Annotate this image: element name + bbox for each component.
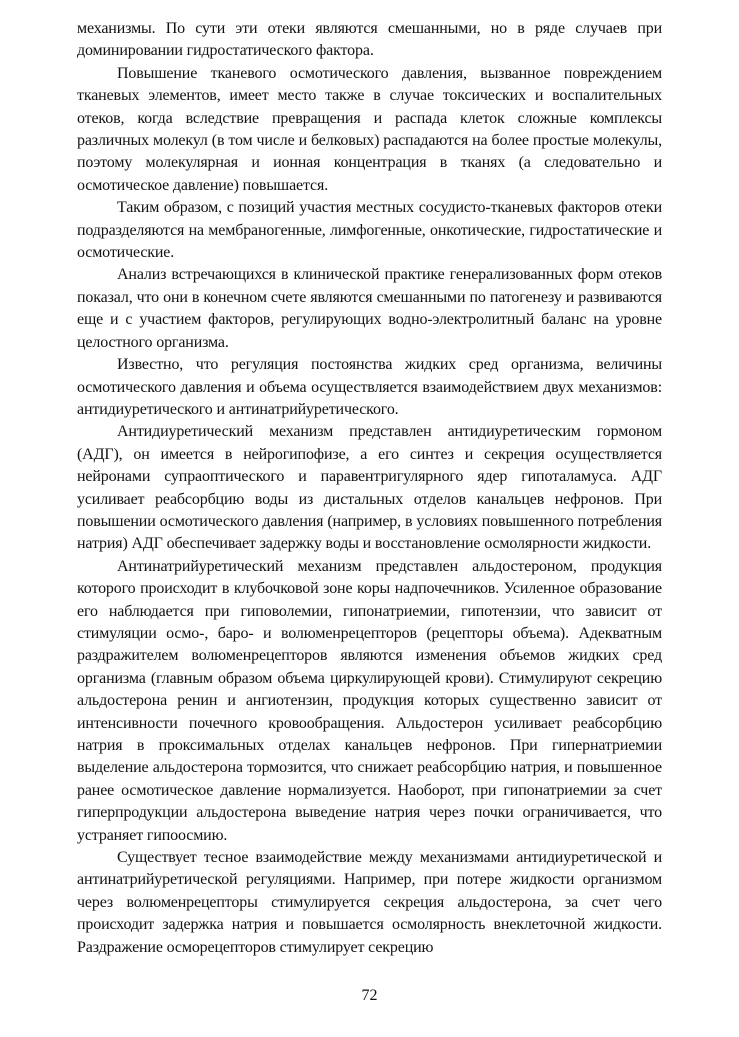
paragraph: Известно, что регуляция постоянства жидких сред организма, величины осмотического давления и объема осуществляется взаимодействием двух механизмов: антидиуретического и антинатрийуретического.	[77, 356, 662, 418]
paragraph: Антинатрийуретический механизм представлен альдостероном, продукция которого происходит в клубочковой зоне коры надпочечников. Усиленное образование его наблюдается при гиповолемии, гипонатриемии, гипотензии, что зависит от стимуляции осмо-, баро- и волюменрецепторов (рецепторы объема). Адекватным раздражителем волюменрецепторов являются изменения объемов жидких сред организма (главным образом объема циркулирующей крови). Стимулируют секрецию альдостерона ренин и ангиотензин, продукция которых существенно зависит от интенсивности почечного кровообращения. Альдостерон усиливает реабсорбцию натрия в проксимальных отделах канальцев нефронов. При гипернатриемии выделение альдостерона тормозится, что снижает реабсорбцию натрия, и повышенное ранее осмотическое давление нормализуется. Наоборот, при гипонатриемии за счет гиперпродукции альдостерона выведение натрия через почки ограничивается, что устраняет гипоосмию.	[77, 557, 662, 844]
paragraph: механизмы. По сути эти отеки являются смешанными, но в ряде случаев при доминировании гидростатического фактора.	[77, 20, 662, 60]
paragraph: Таким образом, с позиций участия местных сосудисто-тканевых факторов отеки подразделяются на мембраногенные, лимфогенные, онкотические, гидростатические и осмотические.	[77, 199, 662, 262]
page-number: 72	[361, 987, 378, 1004]
paragraph: Анализ встречающихся в клинической практике генерализованных форм отеков показал, что они в конечном счете являются смешанными по патогенезу и развиваются еще и с участием факторов, регулирующих водно-электролитный баланс на уровне целостного организма.	[77, 266, 662, 351]
page-body	[77, 18, 662, 959]
paragraph: Повышение тканевого осмотического давления, вызванное повреждением тканевых элементов, имеет место также в случае токсических и воспалительных отеков, когда вследствие превращения и распада клеток сложные комплексы различных молекул (в том числе и белковых) распадаются на более простые молекулы, поэтому молекулярная и ионная концентрация в тканях (а следовательно и осмотическое давление) повышается.	[77, 64, 662, 194]
paragraph: Существует тесное взаимодействие между механизмами антидиуретической и антинатрийуретической регуляциями. Например, при потере жидкости организмом через волюменрецепторы стимулируется секреция альдостерона, за счет чего происходит задержка натрия и повышается осмолярность внеклеточной жидкости. Раздражение осморецепторов стимулирует секрецию	[77, 849, 662, 956]
paragraph: Антидиуретический механизм представлен антидиуретическим гормоном (АДГ), он имеется в нейрогипофизе, а его синтез и секреция осуществляется нейронами супраоптического и паравентригулярного ядер гипоталамуса. АДГ усиливает реабсорбцию воды из дистальных отделов канальцев нефронов. При повышении осмотического давления (например, в условиях повышенного потребления натрия) АДГ обеспечивает задержку воды и восстановление осмолярности жидкости.	[77, 423, 662, 553]
